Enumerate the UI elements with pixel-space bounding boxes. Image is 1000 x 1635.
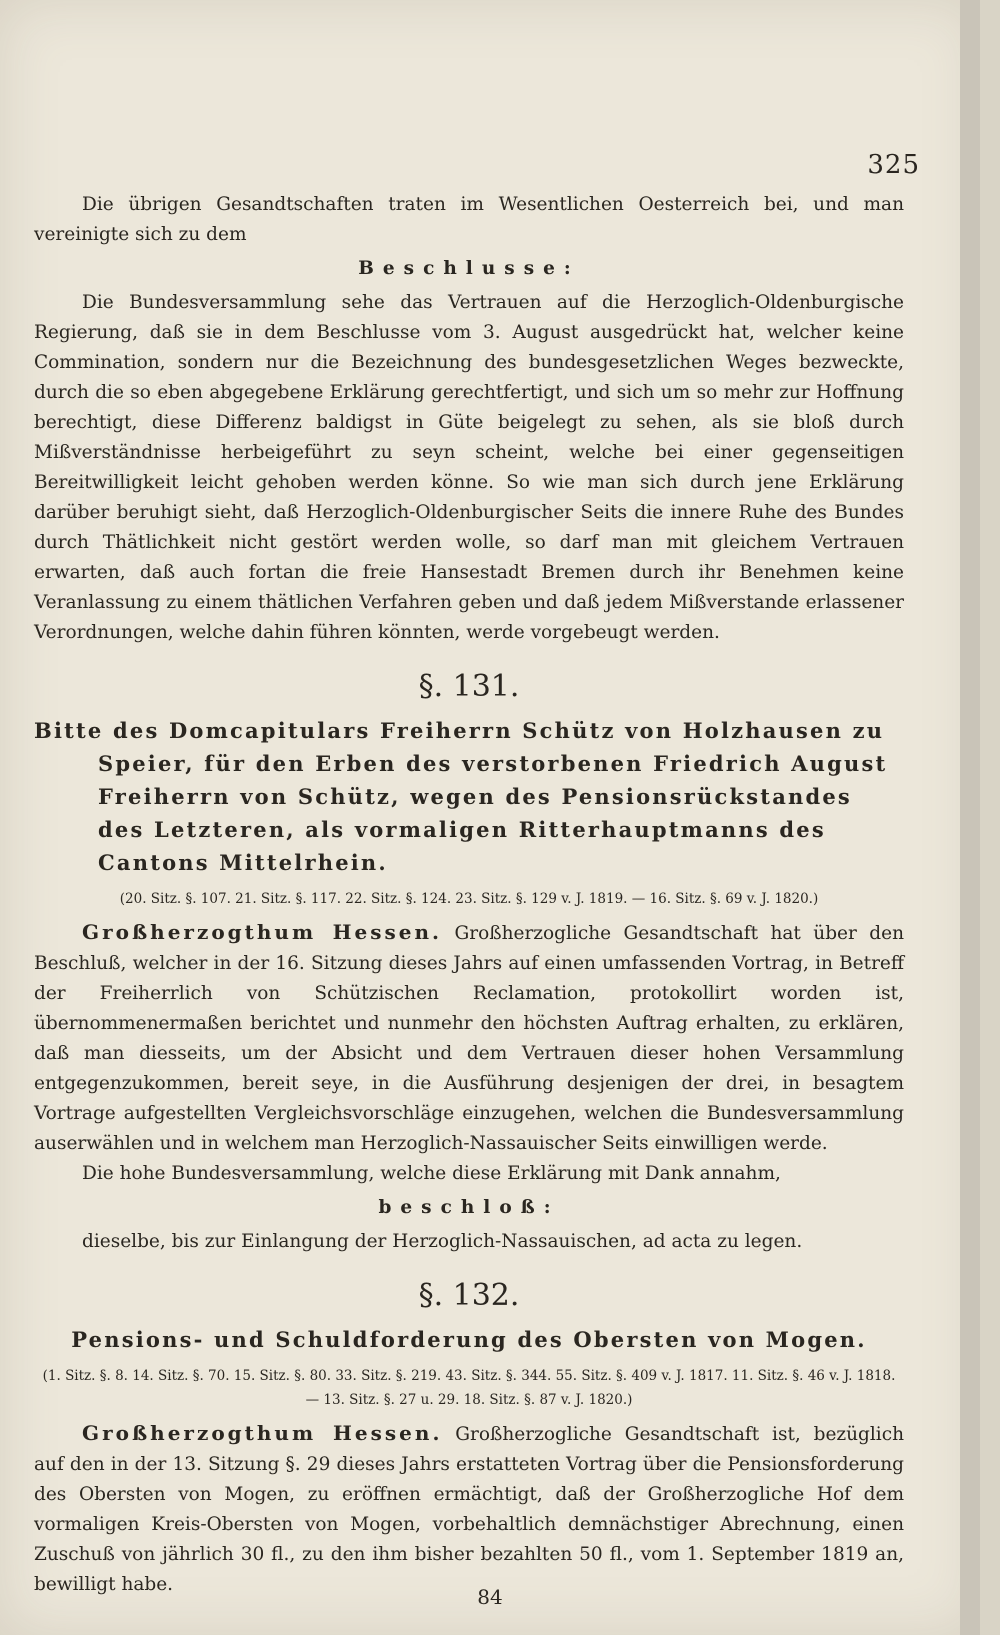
paragraph-decision: dieselbe, bis zur Einlangung der Herzoglich-Nassauischen, ad acta zu legen. (82, 1231, 803, 1252)
resolution-heading: Beschlusse: (358, 258, 580, 279)
paragraph-hessen-132-text: Großherzogliche Gesandtschaft ist, bezüglich auf den in der 13. Sitzung §. 29 dieses Jahrs erstatteten Vortrag über die Pensionsforderung des Obersten von Mogen, zu eröffnen ermächtigt, daß der Großherzogliche Hof dem vormaligen Kreis-Obersten von Mogen, vorbehaltlich demnächstiger Abrechnung, einen Zuschuß von jährlich 30 fl., zu den ihm bisher bezahlten 50 fl., vom 1. September 1819 an, bewilligt habe. (34, 1424, 905, 1595)
paragraph-resolution: Die Bundesversammlung sehe das Vertrauen auf die Herzoglich-Oldenburgische Regierung, daß sie in dem Beschlusse vom 3. August ausgedrückt hat, welcher keine Commination, sondern nur die Bezeichnung des bundesgesetzlichen Weges bezweckte, durch die so eben abgegebene Erklärung gerechtfertigt, und sich um so mehr zur Hoffnung berechtigt, diese Differenz baldigst in Güte beigelegt zu sehen, als sie bloß durch Mißverständnisse herbeigeführt zu seyn scheint, welche bei einer gegenseitigen Bereitwilligkeit leicht gehoben werden könne. So wie man sich durch jene Erklärung darüber beruhigt sieht, daß Herzoglich-Oldenburgischer Seits die innere Ruhe des Bundes durch Thätlichkeit nicht gestört werden wolle, so darf man mit gleichem Vertrauen erwarten, daß auch fortan die freie Hansestadt Bremen durch ihr Benehmen keine Veranlassung zu einem thätlichen Verfahren geben und daß jedem Mißverstande erlassener Verordnungen, welche dahin führen könnten, werde vorgebeugt werden. (34, 292, 904, 643)
paragraph-acceptance: Die hohe Bundesversammlung, welche diese Erklärung mit Dank annahm, (82, 1163, 781, 1184)
section-132-heading: §. 132. (418, 1278, 520, 1313)
section-131-references: (20. Sitz. §. 107. 21. Sitz. §. 117. 22. Sitz. §. 124. 23. Sitz. §. 129 v. J. 1819. — 16. Sitz. §. 69 v. J. 1820.) (119, 891, 819, 907)
section-132-references: (1. Sitz. §. 8. 14. Sitz. §. 70. 15. Sitz. §. 80. 33. Sitz. §. 219. 43. Sitz. §. 344. 55. Sitz. §. 409 v. J. 1817. 11. Sitz. §. 46 v. J. 1818. — 13. Sitz. §. 27 u. 29. 18. Sitz. §. 87 v. J. 1820.) (42, 1368, 896, 1408)
footer-number: 84 (477, 1585, 503, 1609)
paragraph-hessen-131-text: Großherzogliche Gesandtschaft hat über den Beschluß, welcher in der 16. Sitzung dieses Jahrs auf einen umfassenden Vortrag, in Betreff der Freiherrlich von Schützischen Reclamation, protokollirt worden ist, übernommenermaßen berichtet und nunmehr den höchsten Auftrag erhalten, zu erklären, daß man diesseits, um der Absicht und dem Vertrauen dieser hohen Versammlung entgegenzukommen, bereit seye, in die Ausführung desjenigen der drei, in besagtem Vortrage aufgestellten Vergleichsvorschläge einzugehen, welchen die Bundesversammlung auserwählen und in welchem man Herzoglich-Nassauischer Seits einwilligen werde. (34, 923, 904, 1154)
page-content (34, 190, 904, 1600)
section-131-heading: §. 131. (418, 669, 520, 704)
paragraph-hessen-132 (34, 1418, 904, 1600)
page-number: 325 (867, 150, 920, 180)
section-131-title: Bitte des Domcapitulars Freiherrn Schütz von Holzhausen zu Speier, für den Erben des verstorbenen Friedrich August Freiherrn von Schütz, wegen des Pensionsrückstandes des Letzteren, als vormaligen Ritterhauptmanns des Cantons Mittelrhein. (34, 718, 888, 875)
state-name-hessen: Großherzogthum Hessen. (82, 920, 443, 944)
paragraph-hessen-131 (34, 917, 904, 1159)
decision-heading: beschloß: (378, 1197, 560, 1218)
section-132-title: Pensions- und Schuldforderung des Obersten von Mogen. (71, 1327, 867, 1352)
state-name-hessen-2: Großherzogthum Hessen. (82, 1421, 443, 1445)
paragraph-intro: Die übrigen Gesandtschaften traten im Wesentlichen Oesterreich bei, und man vereinigte sich zu dem (34, 194, 904, 245)
page-edge (960, 0, 980, 1635)
